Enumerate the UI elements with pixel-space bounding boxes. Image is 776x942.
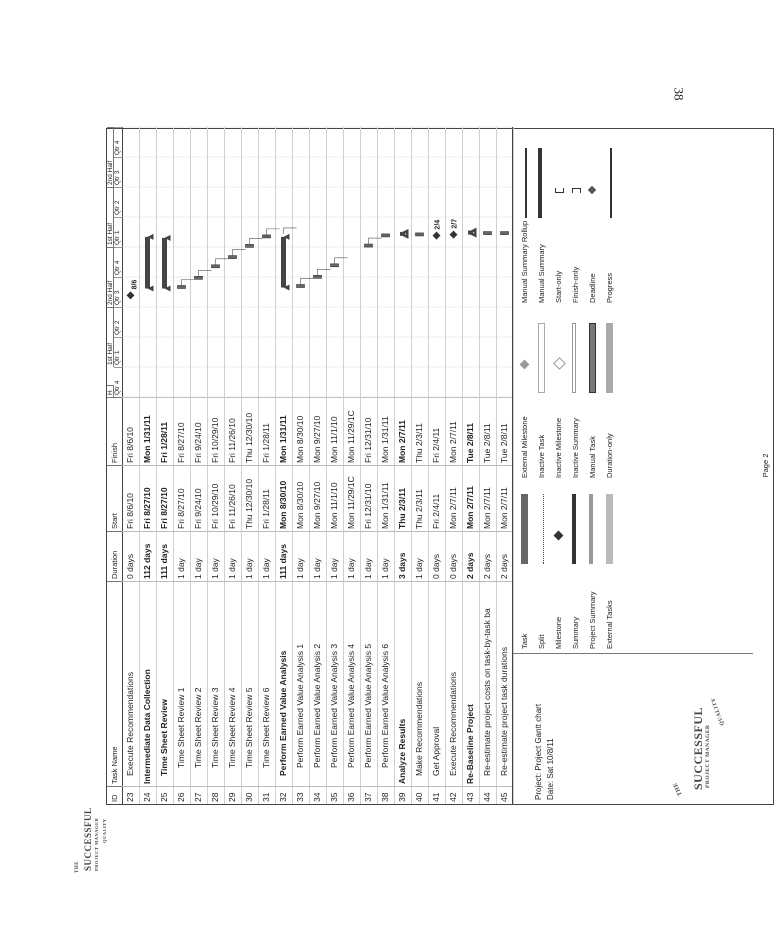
dependency-line: [199, 270, 212, 276]
legend-label: Inactive Task: [537, 434, 546, 478]
task-bar: [297, 285, 305, 288]
task-id: 30: [241, 786, 258, 804]
header-start: Start: [107, 465, 122, 531]
task-name: Time Sheet Review 2: [190, 581, 207, 786]
task-name: Analyze Results: [394, 581, 411, 786]
task-start: Mon 8/30/10: [275, 465, 292, 531]
legend-label: Inactive Summary: [571, 417, 580, 478]
task-start: Fri 8/27/10: [156, 465, 173, 531]
task-finish: Fri 2/4/11: [428, 397, 445, 465]
header-finish: Finish: [107, 397, 122, 465]
task-duration: 1 day: [190, 531, 207, 581]
legend-label: Split: [537, 634, 546, 649]
dependency-line: [318, 269, 331, 275]
timeline-quarter-header: Qtr 3: [114, 157, 122, 187]
task-finish: Mon 1/31/11: [377, 397, 394, 465]
summary-bar: [162, 238, 167, 289]
task-start: Mon 2/7/11: [479, 465, 496, 531]
task-bar: [382, 234, 390, 237]
timeline-half-header: 1st Half: [107, 307, 114, 367]
milestone-label: 2/4: [434, 219, 442, 230]
task-duration: 3 days: [394, 531, 411, 581]
task-name: Perform Earned Value Analysis: [275, 581, 292, 786]
task-bar: [229, 256, 237, 259]
task-id: 37: [360, 786, 377, 804]
legend-symbol: [572, 188, 581, 193]
legend-symbol: [606, 494, 613, 564]
task-duration: 1 day: [343, 531, 360, 581]
task-id: 35: [326, 786, 343, 804]
legend-symbol: [525, 148, 527, 218]
task-start: Thu 2/3/11: [394, 465, 411, 531]
legend-label: Summary: [571, 616, 580, 649]
task-bar: [501, 232, 509, 235]
summary-bar: [281, 237, 286, 288]
margin-logo-pm: PROJECT MANAGER: [94, 817, 99, 871]
task-name: Make Recommendations: [411, 581, 428, 786]
task-duration: 0 days: [445, 531, 462, 581]
timeline-half-header: H: [107, 385, 114, 397]
timeline-quarter-header: Qtr 2: [114, 307, 122, 337]
task-start: Thu 12/30/10: [241, 465, 258, 531]
legend-label: Project Summary: [588, 591, 597, 649]
timeline-half-header: 2nd Half: [107, 127, 114, 187]
task-id: 28: [207, 786, 224, 804]
task-name: Time Sheet Review 6: [258, 581, 275, 786]
milestone-marker: [433, 232, 441, 240]
task-name: Intermediate Data Collection: [139, 581, 156, 786]
task-duration: 1 day: [360, 531, 377, 581]
task-finish: Mon 2/7/11: [445, 397, 462, 465]
legend-symbol: [572, 494, 576, 564]
timeline-quarter-header: Qtr 2: [114, 187, 122, 217]
task-name: Perform Earned Value Analysis 4: [343, 581, 360, 786]
task-id: 31: [258, 786, 275, 804]
task-duration: 0 days: [122, 531, 139, 581]
legend-symbol: [554, 531, 564, 541]
page-number: 38: [671, 87, 687, 101]
task-duration: 1 day: [377, 531, 394, 581]
task-name: Execute Recommendations: [445, 581, 462, 786]
task-start: Fri 8/6/10: [122, 465, 139, 531]
task-name: Perform Earned Value Analysis 1: [292, 581, 309, 786]
task-duration: 0 days: [428, 531, 445, 581]
logo-quality: QUALITY: [710, 696, 726, 727]
task-duration: 1 day: [207, 531, 224, 581]
task-start: Fri 10/29/10: [207, 465, 224, 531]
task-name: Re-Baseline Project: [462, 581, 479, 786]
task-duration: 112 days: [139, 531, 156, 581]
task-name: Perform Earned Value Analysis 2: [309, 581, 326, 786]
task-id: 40: [411, 786, 428, 804]
task-finish: Mon 1/31/11: [139, 397, 156, 465]
page-footer: Page 2: [761, 453, 770, 478]
task-name: Get Approval: [428, 581, 445, 786]
task-id: 43: [462, 786, 479, 804]
task-start: Fri 8/27/10: [173, 465, 190, 531]
task-start: Thu 2/3/11: [411, 465, 428, 531]
task-id: 45: [496, 786, 513, 804]
task-name: Perform Earned Value Analysis 6: [377, 581, 394, 786]
task-duration: 2 days: [496, 531, 513, 581]
legend-symbol: [538, 148, 542, 218]
task-finish: Mon 8/30/10: [292, 397, 309, 465]
task-bar: [484, 232, 492, 235]
milestone-label: 8/6: [131, 279, 139, 290]
task-finish: Fri 8/6/10: [122, 397, 139, 465]
task-duration: 2 days: [479, 531, 496, 581]
legend-label: Start-only: [554, 270, 563, 303]
company-logo: [663, 678, 733, 798]
legend-symbol: [538, 323, 545, 393]
task-start: Fri 11/26/10: [224, 465, 241, 531]
task-start: Mon 11/29/1C: [343, 465, 360, 531]
task-duration: 1 day: [241, 531, 258, 581]
task-id: 41: [428, 786, 445, 804]
task-finish: Fri 8/27/10: [173, 397, 190, 465]
task-name: Execute Recommendations: [122, 581, 139, 786]
task-id: 33: [292, 786, 309, 804]
legend-symbol: [520, 360, 530, 370]
legend-area: [512, 127, 776, 804]
task-bar: [365, 244, 373, 247]
margin-logo-quality: QUALITY: [102, 818, 107, 843]
task-id: 44: [479, 786, 496, 804]
task-duration: 1 day: [309, 531, 326, 581]
dependency-line: [284, 228, 297, 234]
dependency-line: [301, 279, 314, 285]
task-name: Re-estimate project task durations: [496, 581, 513, 786]
header-duration: Duration: [107, 531, 122, 581]
timeline-quarter-header: Qtr 4: [114, 367, 122, 397]
header-id: ID: [107, 786, 122, 804]
task-name: Perform Earned Value Analysis 5: [360, 581, 377, 786]
table-header: [107, 127, 123, 804]
task-start: Fri 8/27/10: [139, 465, 156, 531]
task-finish: Tue 2/8/11: [496, 397, 513, 465]
task-bar: [314, 275, 322, 278]
task-id: 38: [377, 786, 394, 804]
legend-symbol: [543, 494, 545, 564]
task-finish: Mon 9/27/10: [309, 397, 326, 465]
header-task-name: Task Name: [107, 581, 122, 786]
task-id: 26: [173, 786, 190, 804]
legend-symbol: [572, 323, 576, 393]
legend-label: Manual Task: [588, 436, 597, 478]
dependency-line: [182, 280, 195, 286]
task-start: Mon 9/27/10: [309, 465, 326, 531]
legend-symbol: [589, 323, 596, 393]
legend-label: Deadline: [588, 273, 597, 303]
timeline-quarter-header: Qtr 4: [114, 247, 122, 277]
task-name: Time Sheet Review 4: [224, 581, 241, 786]
task-start: Fri 9/24/10: [190, 465, 207, 531]
legend-label: Inactive Milestone: [554, 417, 563, 478]
dependency-line: [250, 238, 263, 244]
task-bar: [195, 276, 203, 279]
gantt-sheet: [106, 128, 774, 805]
task-start: Mon 2/7/11: [496, 465, 513, 531]
task-start: Mon 2/7/11: [445, 465, 462, 531]
task-duration: 2 days: [462, 531, 479, 581]
task-finish: Mon 2/7/11: [394, 397, 411, 465]
task-name: Time Sheet Review 5: [241, 581, 258, 786]
dependency-line: [233, 250, 246, 256]
timeline-quarter-header: Qtr 3: [114, 277, 122, 307]
task-finish: Tue 2/8/11: [462, 397, 479, 465]
timeline-half-header: 2nd Half: [107, 247, 114, 307]
task-finish: Fri 1/28/11: [258, 397, 275, 465]
task-start: Mon 11/1/10: [326, 465, 343, 531]
task-id: 34: [309, 786, 326, 804]
task-bar: [263, 235, 271, 238]
task-finish: Mon 11/1/10: [326, 397, 343, 465]
task-start: Fri 12/31/10: [360, 465, 377, 531]
task-name: Time Sheet Review: [156, 581, 173, 786]
timeline-quarter-header: Qtr 4: [114, 127, 122, 157]
milestone-label: 2/7: [451, 218, 459, 229]
margin-logo-the: THE: [75, 860, 80, 873]
legend-symbol: [589, 494, 593, 564]
task-start: Mon 1/31/11: [377, 465, 394, 531]
legend-label: Finish-only: [571, 266, 580, 303]
task-finish: Mon 11/29/1C: [343, 397, 360, 465]
task-finish: Fri 9/24/10: [190, 397, 207, 465]
task-id: 23: [122, 786, 139, 804]
task-finish: Mon 1/31/11: [275, 397, 292, 465]
legend-label: Task: [520, 633, 529, 649]
task-name: Re-estimate project costs on task-by-task ba: [479, 581, 496, 786]
gantt-chart-area: [122, 127, 512, 804]
rotated-gantt-table: [106, 128, 774, 805]
task-bar: [178, 286, 186, 289]
timeline-quarter-header: Qtr 1: [114, 337, 122, 367]
task-duration: 1 day: [173, 531, 190, 581]
task-name: Time Sheet Review 3: [207, 581, 224, 786]
task-bar: [331, 264, 339, 267]
timeline-half-header: 1st Half: [107, 187, 114, 247]
milestone-marker: [450, 231, 458, 239]
project-name: Project: Project Gantt chart: [534, 703, 543, 800]
task-finish: Thu 12/30/10: [241, 397, 258, 465]
task-id: 42: [445, 786, 462, 804]
dependency-line: [216, 259, 229, 265]
legend-label: Duration-only: [605, 433, 614, 478]
task-duration: 1 day: [326, 531, 343, 581]
task-finish: Fri 1/28/11: [156, 397, 173, 465]
task-duration: 111 days: [156, 531, 173, 581]
task-bar: [246, 244, 254, 247]
task-duration: 1 day: [292, 531, 309, 581]
task-id: 32: [275, 786, 292, 804]
project-date: Date: Sat 10/8/11: [546, 738, 555, 800]
task-start: Mon 8/30/10: [292, 465, 309, 531]
legend-symbol: [610, 148, 612, 218]
legend-label: Milestone: [554, 616, 563, 649]
task-id: 39: [394, 786, 411, 804]
legend-symbol: [606, 323, 613, 393]
project-info: [533, 704, 557, 800]
task-duration: 111 days: [275, 531, 292, 581]
dependency-line: [369, 238, 382, 244]
legend-symbol: [588, 186, 596, 194]
legend-label: Manual Summary Rollup: [520, 220, 529, 303]
task-id: 25: [156, 786, 173, 804]
margin-logo-successful: SUCCESSFUL: [83, 807, 93, 871]
margin-logo: [45, 807, 135, 875]
task-duration: 1 day: [224, 531, 241, 581]
logo-the: THE: [672, 781, 684, 797]
task-start: Fri 2/4/11: [428, 465, 445, 531]
dependency-line: [335, 258, 348, 264]
dependency-line: [267, 229, 280, 235]
task-finish: Tue 2/8/11: [479, 397, 496, 465]
task-bar: [416, 233, 424, 236]
task-start: Fri 1/28/11: [258, 465, 275, 531]
task-name: Time Sheet Review 1: [173, 581, 190, 786]
legend-label: Manual Summary: [537, 244, 546, 303]
legend-symbol: [555, 188, 564, 193]
legend-symbol: [553, 357, 566, 370]
legend-symbol: [521, 494, 528, 564]
legend-label: External Tasks: [605, 600, 614, 649]
task-id: 36: [343, 786, 360, 804]
task-finish: Fri 10/29/10: [207, 397, 224, 465]
task-finish: Fri 11/26/10: [224, 397, 241, 465]
task-name: Perform Earned Value Analysis 3: [326, 581, 343, 786]
timeline-quarter-header: Qtr 1: [114, 217, 122, 247]
task-id: 29: [224, 786, 241, 804]
legend-label: External Milestone: [520, 416, 529, 478]
task-id: 27: [190, 786, 207, 804]
logo-pm: PROJECT MANAGER: [705, 724, 711, 788]
task-start: Mon 2/7/11: [462, 465, 479, 531]
milestone-marker: [127, 291, 135, 299]
task-duration: 1 day: [411, 531, 428, 581]
task-duration: 1 day: [258, 531, 275, 581]
task-finish: Thu 2/3/11: [411, 397, 428, 465]
summary-bar: [145, 237, 150, 289]
task-id: 24: [139, 786, 156, 804]
legend-label: Progress: [605, 272, 614, 303]
task-finish: Fri 12/31/10: [360, 397, 377, 465]
logo-successful: SUCCESSFUL: [691, 706, 705, 790]
legend-box: [513, 128, 753, 654]
task-bar: [212, 265, 220, 268]
